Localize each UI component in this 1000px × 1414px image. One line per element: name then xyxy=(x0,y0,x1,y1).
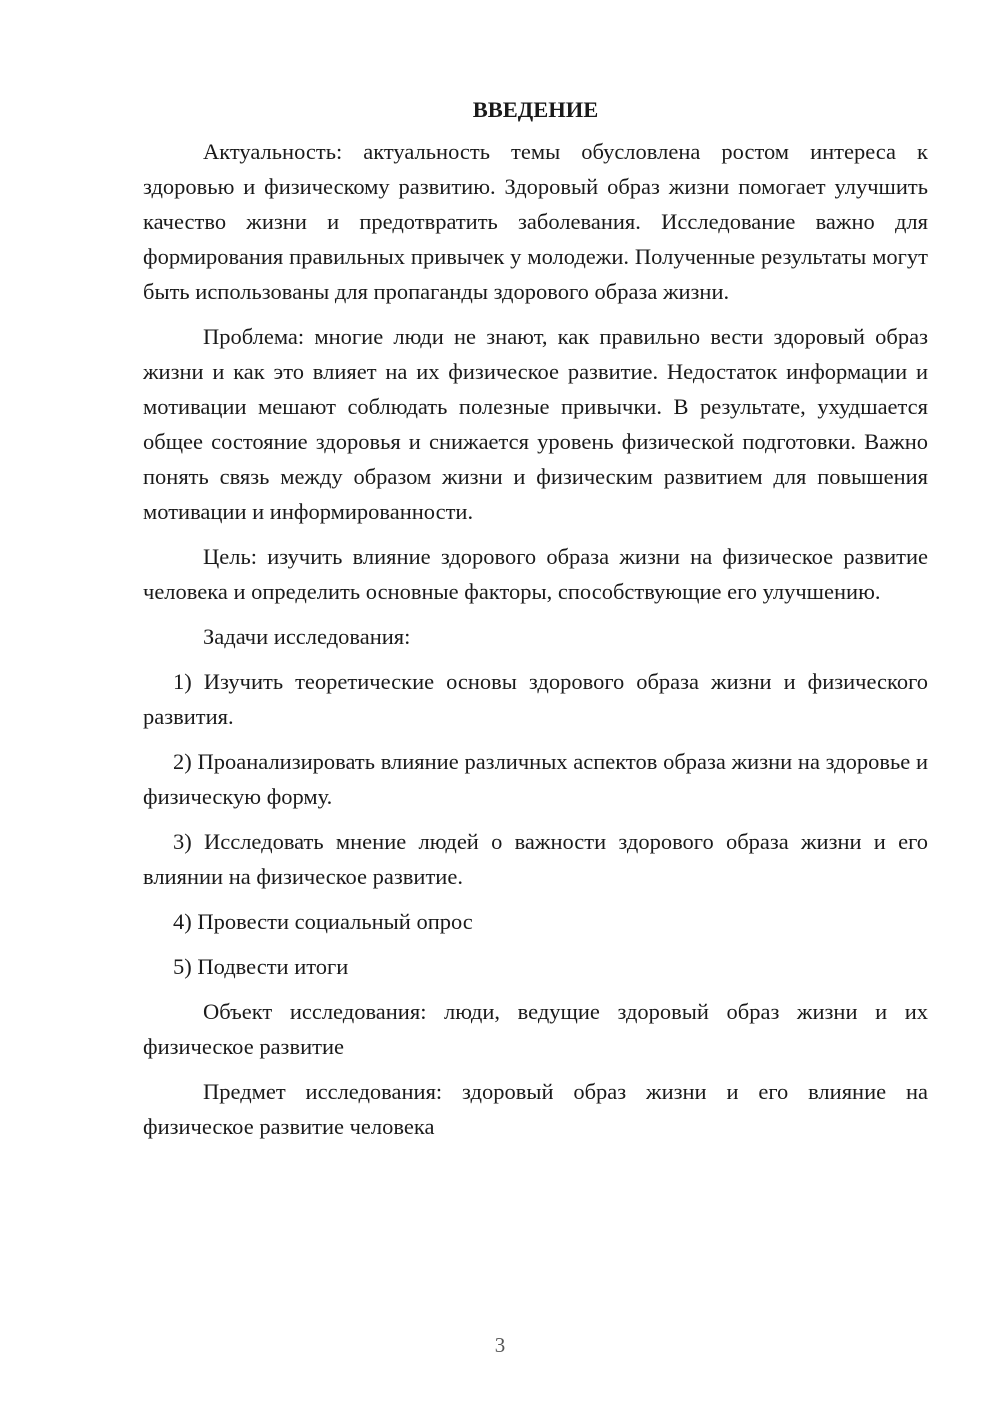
paragraph-relevance: Актуальность: актуальность темы обусловлена ростом интереса к здоровью и физическому развитию. Здоровый образ жизни помогает улучшить качество жизни и предотвратить заболевания. Исследование важно для формирования правильных привычек у молодежи. Полученные результаты могут быть использованы для пропаганды здорового образа жизни. xyxy=(143,139,928,304)
task-item-2: 2) Проанализировать влияние различных аспектов образа жизни на здоровье и физическую форму. xyxy=(143,749,928,809)
tasks-title: Задачи исследования: xyxy=(203,624,411,649)
paragraph-goal: Цель: изучить влияние здорового образа жизни на физическое развитие человека и определить основные факторы, способствующие его улучшению. xyxy=(143,544,928,604)
task-item-3: 3) Исследовать мнение людей о важности здорового образа жизни и его влиянии на физическое развитие. xyxy=(143,829,928,889)
section-heading: ВВЕДЕНИЕ xyxy=(472,97,599,122)
page-number: 3 xyxy=(494,1333,506,1357)
task-item-5: 5) Подвести итоги xyxy=(173,954,349,979)
task-item-1: 1) Изучить теоретические основы здорового образа жизни и физического развития. xyxy=(143,669,928,729)
paragraph-object: Объект исследования: люди, ведущие здоровый образ жизни и их физическое развитие xyxy=(143,999,928,1059)
page-body xyxy=(143,92,928,1154)
task-item-4: 4) Провести социальный опрос xyxy=(173,909,473,934)
paragraph-subject: Предмет исследования: здоровый образ жизни и его влияние на физическое развитие человека xyxy=(143,1079,928,1139)
paragraph-problem: Проблема: многие люди не знают, как правильно вести здоровый образ жизни и как это влияет на их физическое развитие. Недостаток информации и мотивации мешают соблюдать полезные привычки. В результате, ухудшается общее состояние здоровья и снижается уровень физической подготовки. Важно понять связь между образом жизни и физическим развитием для повышения мотивации и информированности. xyxy=(143,324,928,524)
